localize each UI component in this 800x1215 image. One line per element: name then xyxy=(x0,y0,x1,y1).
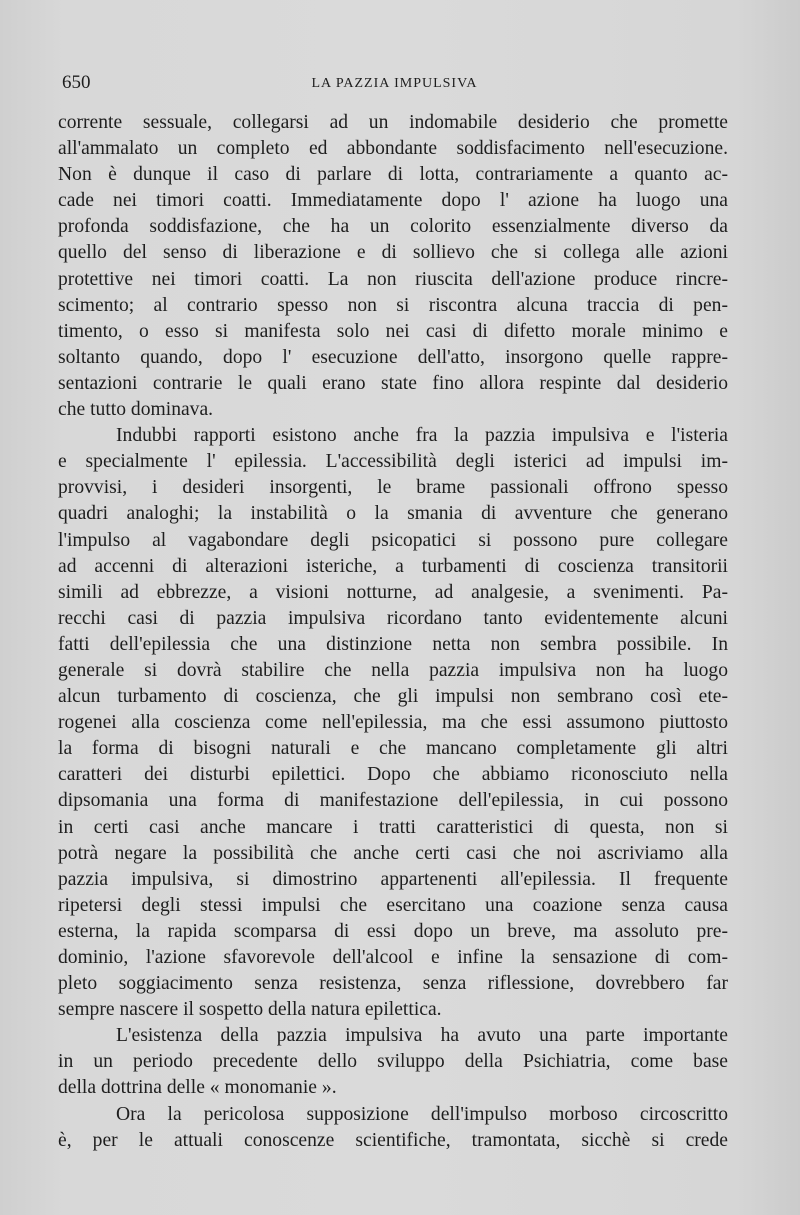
text-line: pleto soggiacimento senza resistenza, senza riflessione, dovrebbero far xyxy=(58,973,728,995)
text-line: in un periodo precedente dello sviluppo della Psichiatria, come base xyxy=(58,1051,728,1073)
paragraph xyxy=(58,1102,728,1154)
paragraph xyxy=(58,1023,728,1101)
text-line: la forma di bisogni naturali e che mancano completamente gli altri xyxy=(58,738,728,760)
text-line: L'esistenza della pazzia impulsiva ha avuto una parte importante xyxy=(116,1025,728,1047)
page-number: 650 xyxy=(62,72,91,93)
text-line: è, per le attuali conoscenze scientifiche, tramontata, sicchè si crede xyxy=(58,1129,728,1151)
text-line: all'ammalato un completo ed abbondante soddisfacimento nell'esecuzione. xyxy=(58,138,728,160)
text-line: profonda soddisfazione, che ha un colorito essenzialmente diverso da xyxy=(58,216,728,238)
text-line: Indubbi rapporti esistono anche fra la pazzia impulsiva e l'isteria xyxy=(116,425,728,447)
text-line: caratteri dei disturbi epilettici. Dopo che abbiamo riconosciuto nella xyxy=(58,764,728,786)
page-header xyxy=(62,72,727,102)
text-line: simili ad ebbrezze, a visioni notturne, ad analgesie, a svenimenti. Pa- xyxy=(58,581,728,603)
text-line: Ora la pericolosa supposizione dell'impulso morboso circoscritto xyxy=(116,1103,728,1125)
text-line: soltanto quando, dopo l' esecuzione dell'atto, insorgono quelle rappre- xyxy=(58,346,728,368)
running-title: LA PAZZIA IMPULSIVA xyxy=(311,76,478,91)
text-line: che tutto dominava. xyxy=(58,399,214,421)
text-line: rogenei alla coscienza come nell'epilessia, ma che essi assumono piuttosto xyxy=(58,712,728,734)
text-line: alcun turbamento di coscienza, che gli impulsi non sembrano così ete- xyxy=(58,686,728,708)
text-line: dominio, l'azione sfavorevole dell'alcool e infine la sensazione di com- xyxy=(58,947,728,968)
text-line: fatti dell'epilessia che una distinzione netta non sembra possibile. In xyxy=(58,633,728,655)
text-line: provvisi, i desideri insorgenti, le brame passionali offrono spesso xyxy=(58,477,728,499)
text-line: generale si dovrà stabilire che nella pazzia impulsiva non ha luogo xyxy=(58,659,728,681)
paragraph xyxy=(58,110,728,423)
text-line: protettive nei timori coatti. La non riuscita dell'azione produce rincre- xyxy=(58,268,728,290)
text-line: in certi casi anche mancare i tratti caratteristici di questa, non si xyxy=(58,816,728,838)
text-line: sempre nascere il sospetto della natura epilettica. xyxy=(58,999,442,1021)
text-line: della dottrina delle « monomanie ». xyxy=(58,1077,337,1099)
text-line: quello del senso di liberazione e di sollievo che si collega alle azioni xyxy=(58,242,728,264)
text-line: Non è dunque il caso di parlare di lotta, contrariamente a quanto ac- xyxy=(58,164,728,186)
text-line: esterna, la rapida scomparsa di essi dopo un breve, ma assoluto pre- xyxy=(58,920,728,942)
text-line: pazzia impulsiva, si dimostrino appartenenti all'epilessia. Il frequente xyxy=(58,868,728,890)
text-line: scimento; al contrario spesso non si riscontra alcuna traccia di pen- xyxy=(58,294,728,316)
text-line: dipsomania una forma di manifestazione dell'epilessia, in cui possono xyxy=(58,790,728,812)
text-line: l'impulso al vagabondare degli psicopatici si possono pure collegare xyxy=(58,529,728,551)
text-line: ad accenni di alterazioni isteriche, a turbamenti di coscienza transitorii xyxy=(58,555,728,577)
text-line: timento, o esso si manifesta solo nei casi di difetto morale minimo e xyxy=(58,320,728,342)
paragraph xyxy=(58,423,728,1023)
text-line: cade nei timori coatti. Immediatamente dopo l' azione ha luogo una xyxy=(58,190,728,212)
text-line: potrà negare la possibilità che anche certi casi che noi ascriviamo alla xyxy=(58,842,728,864)
text-line: quadri analoghi; la instabilità o la smania di avventure che generano xyxy=(58,503,728,525)
body-text xyxy=(58,110,728,1154)
text-line: sentazioni contrarie le quali erano state fino allora respinte dal desiderio xyxy=(58,372,728,394)
text-line: corrente sessuale, collegarsi ad un indomabile desiderio che promette xyxy=(58,112,728,133)
text-line: ripetersi degli stessi impulsi che esercitano una coazione senza causa xyxy=(58,894,728,916)
text-line: recchi casi di pazzia impulsiva ricordano tanto evidentemente alcuni xyxy=(58,607,728,629)
text-line: e specialmente l' epilessia. L'accessibilità degli isterici ad impulsi im- xyxy=(58,451,728,473)
